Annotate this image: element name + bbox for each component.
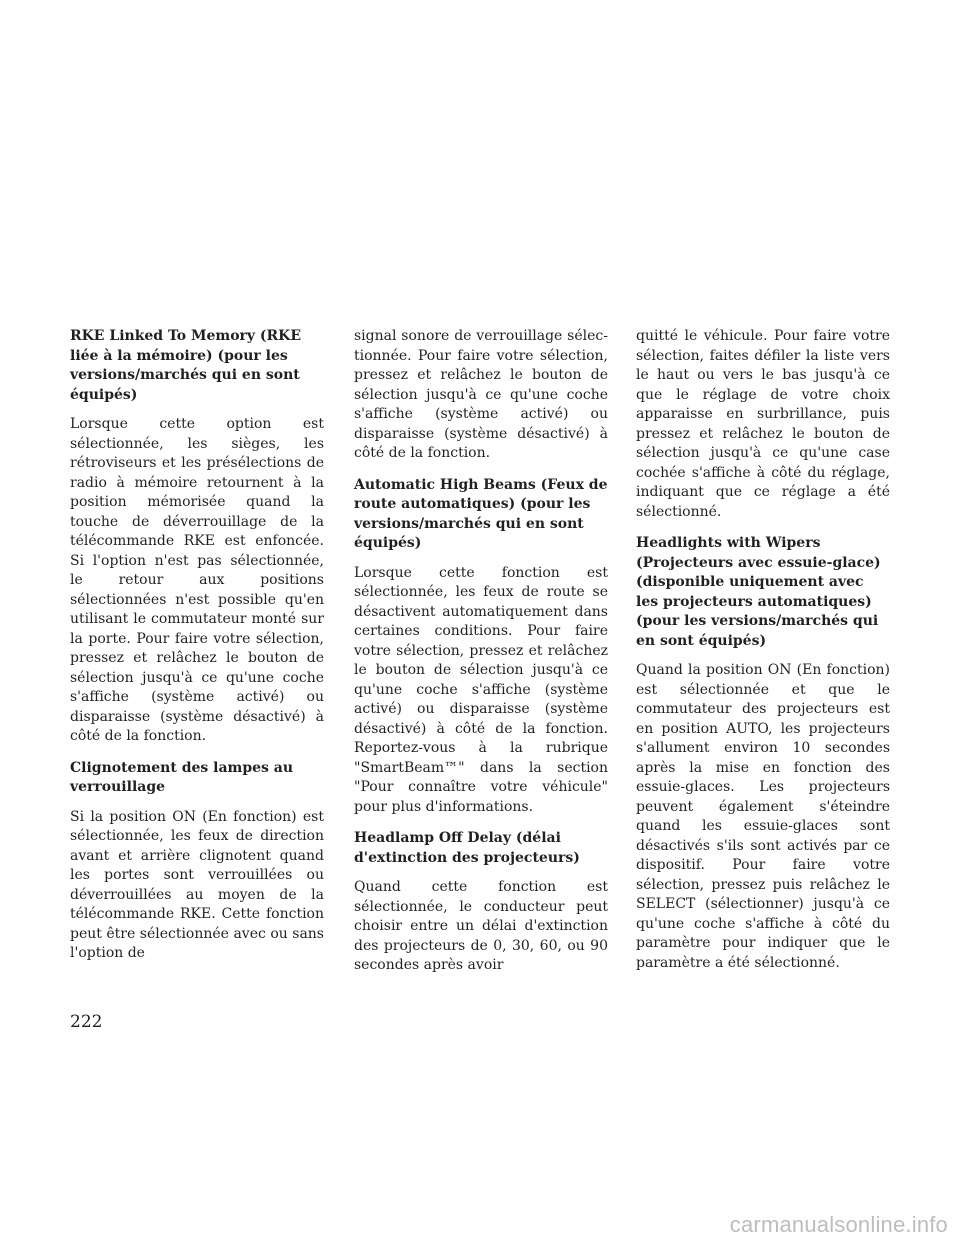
paragraph-clignotement-lampes: Si la position ON (En fonction) est sélectionnée, les feux de direction avant et arrière clignotent quand les portes sont verrouillées ou déverrouillées au moyen de la télécommande RKE. Cette fonction peut être sélectionnée avec ou sans l'option de [70,808,324,961]
paragraph-automatic-high-beams: Lorsque cette fonction est sélectionnée, les feux de route se désactivent automatiquement dans certaines conditions. Pour faire votre sélection, pressez et relâchez le bouton de sélection jusqu'à ce qu'une coche s'affiche (système activé) ou disparaisse (système désactivé) à côté de la fonction. Reportez-vous à la rubrique "SmartBeam™" dans la section "Pour connaître votre véhicule" pour plus d'informations. [354,564,608,815]
section-heading-headlights-with-wipers: Headlights with Wipers (Projecteurs avec essuie-glace) (disponible uniquement avec les projecteurs automatiques) (pour les versions/marchés qui en sont équipés) [636,535,881,649]
watermark-text: carmanualsonline.info [729,1212,948,1237]
page-number: 222 [70,1012,103,1032]
column-2 [354,327,608,988]
paragraph-rke-linked-to-memory: Lorsque cette option est sélectionnée, les sièges, les rétroviseurs et les présélections de radio à mémoire retournent à la position mémorisée quand la touche de déverrouillage de la télécommande RKE est enfoncée. Si l'option n'est pas sélectionnée, le retour aux positions sélectionnées n'est possible qu'en utilisant le commutateur monté sur la porte. Pour faire votre sélection, pressez et relâchez le bouton de sélection jusqu'à ce qu'une coche s'affiche (système activé) ou disparaisse (système désactivé) à côté de la fonction. [70,416,324,744]
section-heading-clignotement-lampes: Clignotement des lampes au verrouillage [70,759,294,795]
paragraph-headlamp-off-delay: Quand cette fonction est sélectionnée, le conducteur peut choisir entre un délai d'extinction des projecteurs de 0, 30, 60, ou 90 secondes après avoir [354,879,608,973]
column-1 [70,327,324,976]
section-heading-headlamp-off-delay: Headlamp Off Delay (délai d'extinction des projecteurs) [354,830,580,866]
column-3 [636,327,890,985]
paragraph-headlights-with-wipers: Quand la position ON (En fonction) est sélectionnée et que le commutateur des projecteurs est en position AUTO, les projecteurs s'allument environ 10 secondes après la mise en fonction des essuie-glaces. Les projecteurs peuvent également s'éteindre quand les essuie-glaces sont désactivés s'ils sont activés par ce dispositif. Pour faire votre sélection, pressez puis relâchez le SELECT (sélectionner) jusqu'à ce qu'une coche s'affiche à côté du paramètre pour indiquer que le paramètre a été sélectionné. [636,662,890,971]
section-heading-automatic-high-beams: Automatic High Beams (Feux de route automatiques) (pour les versions/marchés qui en sont équipés) [354,476,608,551]
paragraph-clignotement-continued: signal sonore de verrouillage sélectionnée. Pour faire votre sélection, pressez et relâchez le bouton de sélection jusqu'à ce qu'une coche s'affiche (système activé) ou disparaisse (système désactivé) à côté de la fonction. [354,328,608,461]
section-heading-rke-linked-to-memory: RKE Linked To Memory (RKE liée à la mémoire) (pour les versions/marchés qui en sont équipés) [70,328,302,403]
paragraph-headlamp-off-delay-continued: quitté le véhicule. Pour faire votre sélection, faites défiler la liste vers le haut ou vers le bas jusqu'à ce que le réglage de votre choix apparaisse en surbrillance, puis pressez et relâchez le bouton de sélection jusqu'à ce qu'une case cochée s'affiche à côté du réglage, indiquant que ce réglage a été sélectionné. [636,328,890,520]
